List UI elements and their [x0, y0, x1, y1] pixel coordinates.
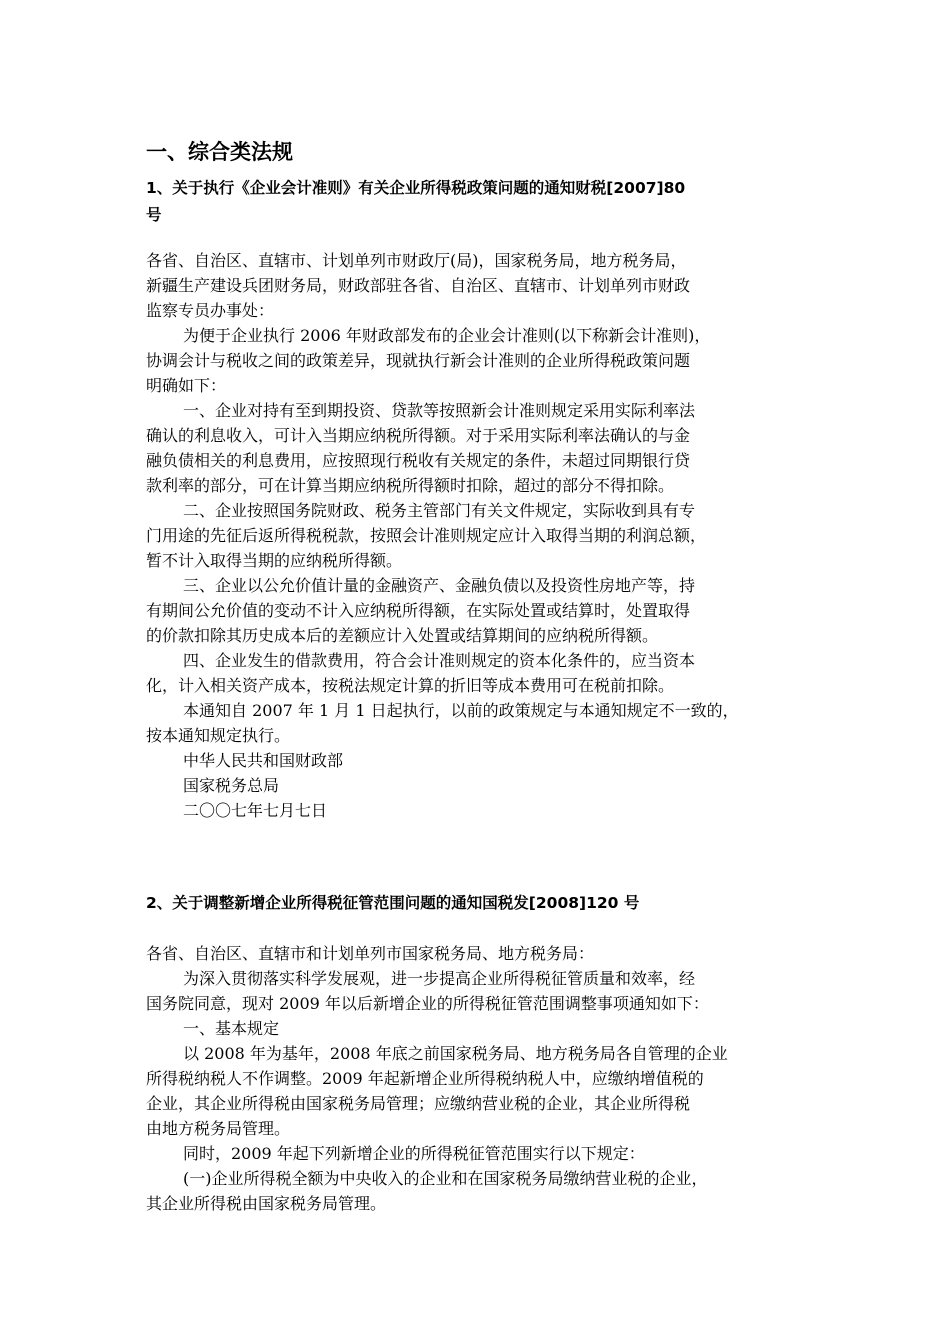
doc1-date: 二〇〇七年七月七日 [183, 801, 328, 820]
doc1-line: 三、企业以公允价值计量的金融资产、金融负债以及投资性房地产等，持 [183, 576, 696, 595]
doc1-line: 一、企业对持有至到期投资、贷款等按照新会计准则规定采用实际利率法 [183, 401, 696, 420]
doc2-line: 各省、自治区、直辖市和计划单列市国家税务局、地方税务局： [146, 944, 595, 963]
doc1-line: 暂不计入取得当期的应纳税所得额。 [146, 551, 403, 570]
doc1-line: 有期间公允价值的变动不计入应纳税所得额，在实际处置或结算时，处置取得 [146, 601, 691, 620]
doc1-line: 本通知自 2007 年 1 月 1 日起执行，以前的政策规定与本通知规定不一致的， [183, 701, 739, 720]
doc1-line: 明确如下： [146, 376, 227, 395]
doc2-line: 所得税纳税人不作调整。2009 年起新增企业所得税纳税人中，应缴纳增值税的 [146, 1069, 704, 1088]
doc1-line: 二、企业按照国务院财政、税务主管部门有关文件规定，实际收到具有专 [183, 501, 696, 520]
doc2-line: (一)企业所得税全额为中央收入的企业和在国家税务局缴纳营业税的企业， [183, 1169, 708, 1188]
section-title: 一、综合类法规 [146, 140, 293, 164]
doc1-line: 监察专员办事处： [146, 301, 275, 320]
doc1-line: 各省、自治区、直辖市、计划单列市财政厅(局)，国家税务局，地方税务局， [146, 251, 687, 270]
doc1-line: 按本通知规定执行。 [146, 726, 291, 745]
doc1-signature-tax-bureau: 国家税务总局 [183, 776, 280, 795]
doc2-line: 一、基本规定 [183, 1019, 280, 1038]
doc2-line: 同时，2009 年起下列新增企业的所得税征管范围实行以下规定： [183, 1144, 645, 1163]
doc1-line: 化，计入相关资产成本，按税法规定计算的折旧等成本费用可在税前扣除。 [146, 676, 675, 695]
doc1-line: 新疆生产建设兵团财务局，财政部驻各省、自治区、直辖市、计划单列市财政 [146, 276, 691, 295]
doc2-line: 其企业所得税由国家税务局管理。 [146, 1194, 387, 1213]
doc1-line: 协调会计与税收之间的政策差异，现就执行新会计准则的企业所得税政策问题 [146, 351, 691, 370]
doc1-line: 门用途的先征后返所得税税款，按照会计准则规定应计入取得当期的利润总额， [146, 526, 707, 545]
doc1-title [146, 175, 806, 229]
doc2-line: 国务院同意，现对 2009 年以后新增企业的所得税征管范围调整事项通知如下： [146, 994, 709, 1013]
doc2-line: 由地方税务局管理。 [146, 1119, 291, 1138]
doc2-line: 为深入贯彻落实科学发展观，进一步提高企业所得税征管质量和效率，经 [183, 969, 696, 988]
doc2-line: 以 2008 年为基年，2008 年底之前国家税务局、地方税务局各自管理的企业 [183, 1044, 728, 1063]
doc1-line: 确认的利息收入，可计入当期应纳税所得额。对于采用实际利率法确认的与金 [146, 426, 691, 445]
doc2-title: 2、关于调整新增企业所得税征管范围问题的通知国税发[2008]120 号 [146, 894, 640, 912]
doc1-line: 融负债相关的利息费用，应按照现行税收有关规定的条件，未超过同期银行贷 [146, 451, 691, 470]
doc1-line: 的价款扣除其历史成本后的差额应计入处置或结算期间的应纳税所得额。 [146, 626, 659, 645]
doc2-line: 企业，其企业所得税由国家税务局管理；应缴纳营业税的企业，其企业所得税 [146, 1094, 691, 1113]
doc1-signature-ministry: 中华人民共和国财政部 [183, 751, 344, 770]
doc1-line: 款利率的部分，可在计算当期应纳税所得额时扣除，超过的部分不得扣除。 [146, 476, 675, 495]
doc1-title-line2: 号 [146, 206, 162, 224]
doc1-line: 为便于企业执行 2006 年财政部发布的企业会计准则(以下称新会计准则)， [183, 326, 711, 345]
doc1-line: 四、企业发生的借款费用，符合会计准则规定的资本化条件的，应当资本 [183, 651, 696, 670]
doc1-title-line1: 1、关于执行《企业会计准则》有关企业所得税政策问题的通知财税[2007]80 [146, 179, 686, 197]
